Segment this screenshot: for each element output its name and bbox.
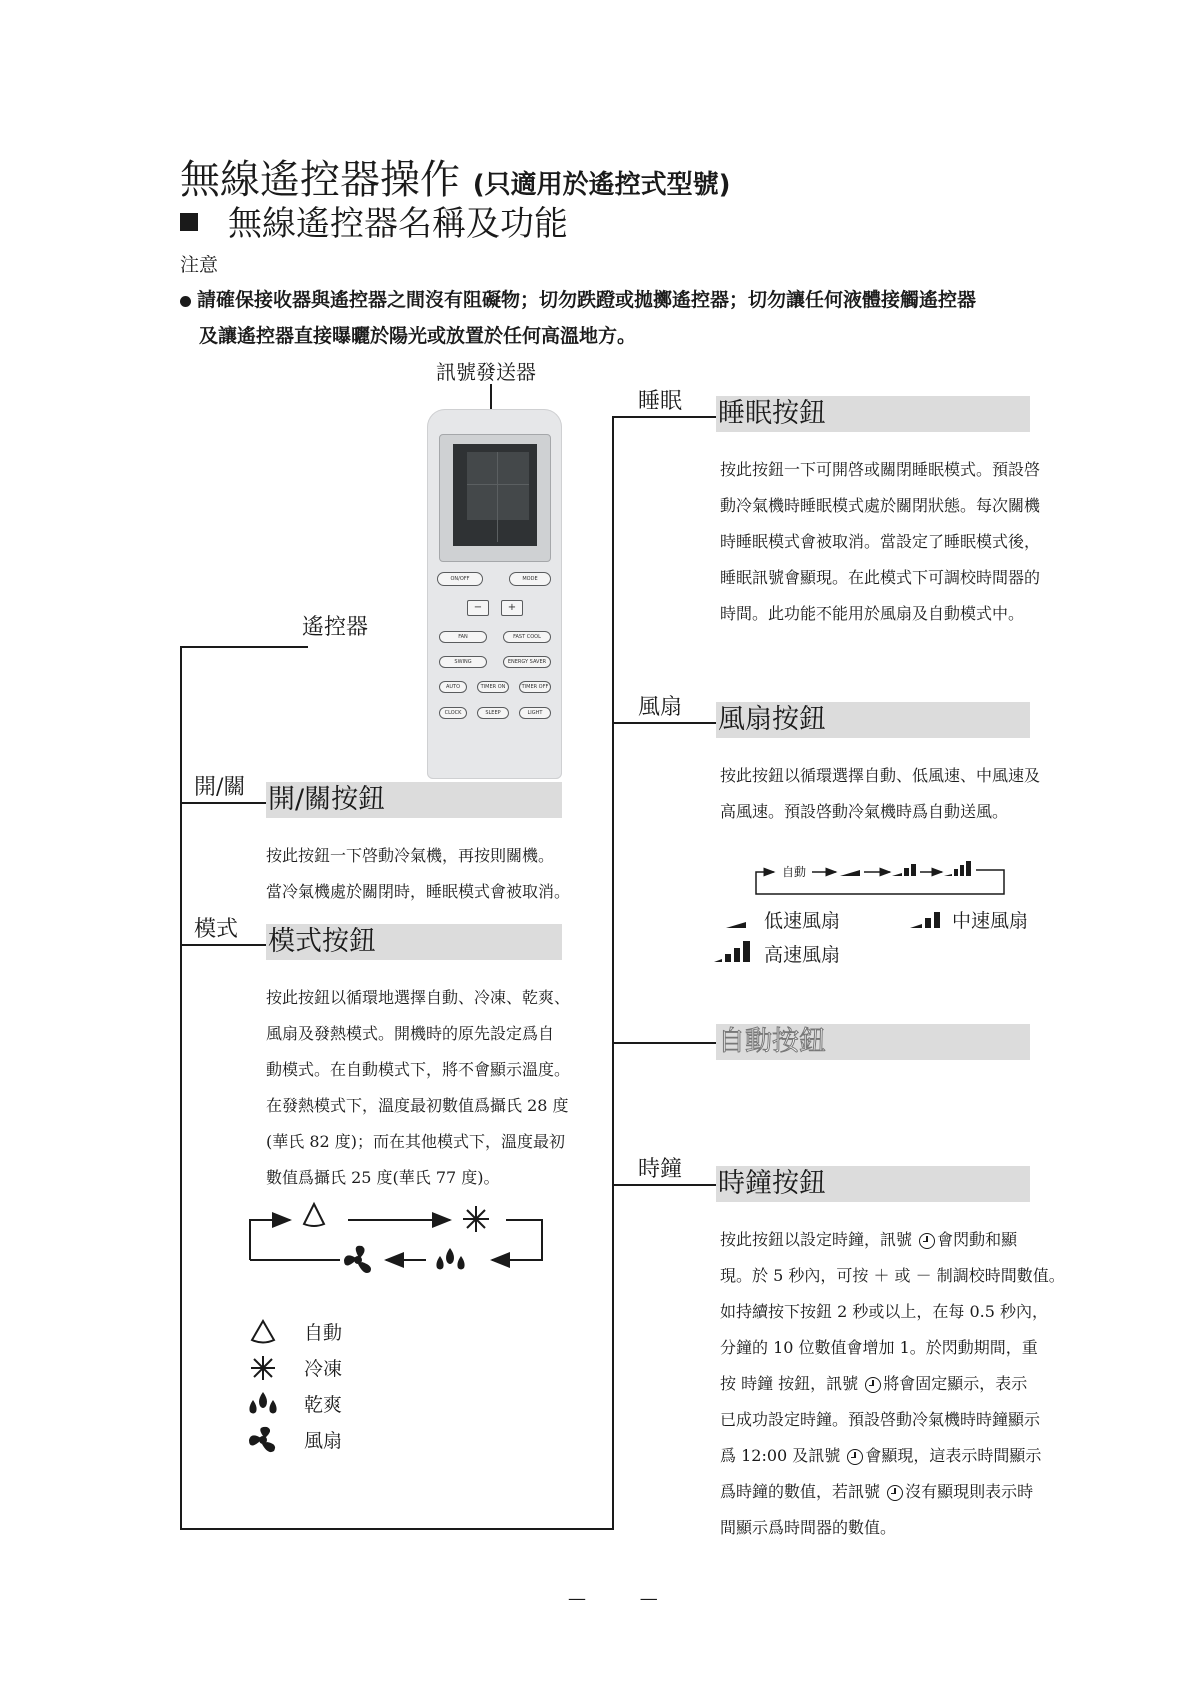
droplets-icon bbox=[248, 1390, 278, 1418]
legend-fan-label: 風扇 bbox=[304, 1430, 343, 1452]
clock-line-5a: 按 時鐘 按鈕，訊號 bbox=[720, 1374, 864, 1393]
clock-line-7b: 會顯現，這表示時間顯示 bbox=[865, 1446, 1042, 1465]
legend-dry-label: 乾爽 bbox=[304, 1394, 343, 1416]
remote-display-frame bbox=[439, 434, 551, 562]
sleep-label: 睡眠 bbox=[638, 389, 683, 414]
remote-plus-button: + bbox=[501, 600, 523, 616]
title-subtitle: (只適用於遙控式型號) bbox=[472, 170, 731, 200]
mode-line-6: 數值爲攝氏 25 度(華氏 77 度)。 bbox=[266, 1168, 500, 1187]
remote-energy-button: ENERGY SAVER bbox=[503, 656, 551, 668]
remote-mode-button: MODE bbox=[509, 572, 551, 586]
clock-signal-icon bbox=[919, 1233, 935, 1249]
clock-description bbox=[720, 1222, 1065, 1546]
section-heading bbox=[180, 196, 568, 245]
mid-speed-label: 中速風扇 bbox=[952, 910, 1029, 932]
page-footer: — — bbox=[568, 1588, 682, 1609]
remote-fan-button: FAN bbox=[439, 631, 487, 643]
mode-line-1: 按此按鈕以循環地選擇自動、冷凍、乾爽、 bbox=[266, 988, 571, 1007]
bullet-icon bbox=[180, 296, 191, 307]
clock-line-8b: 沒有顯現則表示時 bbox=[905, 1482, 1034, 1501]
clock-section-title: 時鐘按鈕 bbox=[716, 1166, 1030, 1202]
clock-line-1a: 按此按鈕以設定時鐘，訊號 bbox=[720, 1230, 918, 1249]
note-line-1: 請確保接收器與遙控器之間沒有阻礙物；切勿跌蹬或拋擲遙控器；切勿讓任何液體接觸遙控器 bbox=[197, 289, 977, 311]
fan-line-2: 高風速。預設啓動冷氣機時爲自動送風。 bbox=[720, 802, 1009, 821]
remote-light-button: LIGHT bbox=[519, 707, 551, 719]
mode-label: 模式 bbox=[194, 917, 239, 942]
mode-line-3: 動模式。在自動模式下，將不會顯示溫度。 bbox=[266, 1060, 571, 1079]
snowflake-icon bbox=[248, 1354, 278, 1382]
onoff-line-2: 當冷氣機處於關閉時，睡眠模式會被取消。 bbox=[266, 882, 571, 901]
clock-line-8 bbox=[720, 1474, 1065, 1510]
cool-mode-icon bbox=[463, 1206, 489, 1232]
high-speed-icon bbox=[944, 861, 971, 876]
mode-description bbox=[266, 980, 570, 1196]
remote-minus-button: − bbox=[467, 600, 489, 616]
clock-line-1b: 會閃動和顯 bbox=[937, 1230, 1018, 1249]
sleep-line-3: 時睡眠模式會被取消。當設定了睡眠模式後， bbox=[720, 532, 1041, 551]
auto-icon bbox=[248, 1318, 278, 1346]
clock-line-1 bbox=[720, 1222, 1065, 1258]
clock-line-9: 間顯示爲時間器的數值。 bbox=[720, 1518, 897, 1537]
onoff-description bbox=[266, 838, 570, 910]
remote-control-image bbox=[427, 409, 562, 779]
sleep-line-1: 按此按鈕一下可開啓或關閉睡眠模式。預設啓 bbox=[720, 460, 1041, 479]
auto-section-title: 自動按鈕 bbox=[716, 1024, 1030, 1060]
transmitter-label: 訊號發送器 bbox=[436, 360, 536, 384]
note-text bbox=[180, 282, 1040, 354]
clock-line-6: 已成功設定時鐘。預設啓動冷氣機時時鐘顯示 bbox=[720, 1410, 1041, 1429]
remote-onoff-button: ON/OFF bbox=[437, 572, 483, 586]
clock-signal-icon bbox=[865, 1377, 881, 1393]
sleep-section-title: 睡眠按鈕 bbox=[716, 396, 1030, 432]
low-speed-legend-icon bbox=[724, 914, 750, 930]
remote-timeron-button: TIMER ON bbox=[477, 681, 509, 693]
mode-cycle-diagram bbox=[240, 1196, 560, 1286]
fan-mode-icon bbox=[344, 1246, 371, 1273]
sleep-line-2: 動冷氣機時睡眠模式處於關閉狀態。每次關機 bbox=[720, 496, 1041, 515]
section-heading-text: 無線遙控器名稱及功能 bbox=[228, 204, 568, 244]
fan-label: 風扇 bbox=[638, 695, 683, 720]
onoff-label: 開/關 bbox=[194, 775, 246, 800]
clock-line-3: 如持續按下按鈕 2 秒或以上，在每 0.5 秒內， bbox=[720, 1302, 1048, 1321]
legend-cool-label: 冷凍 bbox=[304, 1358, 343, 1380]
clock-line-7a: 爲 12:00 及訊號 bbox=[720, 1446, 846, 1465]
mode-line-5: (華氏 82 度)；而在其他模式下，溫度最初 bbox=[266, 1132, 566, 1151]
fan-icon bbox=[248, 1426, 278, 1454]
fan-description bbox=[720, 758, 1040, 830]
mode-section-title: 模式按鈕 bbox=[266, 924, 562, 960]
square-bullet-icon bbox=[180, 213, 198, 231]
clock-line-4: 分鐘的 10 位數值會增加 1。於閃動期間，重 bbox=[720, 1338, 1038, 1357]
mode-line-4: 在發熱模式下，溫度最初數值爲攝氏 28 度 bbox=[266, 1096, 569, 1115]
auto-mode-icon bbox=[304, 1204, 324, 1226]
remote-fastcool-button: FAST COOL bbox=[503, 631, 551, 643]
mid-speed-legend-icon bbox=[908, 908, 944, 930]
remote-timeroff-button: TIMER OFF bbox=[519, 681, 551, 693]
remote-clock-button: CLOCK bbox=[439, 707, 467, 719]
remote-swing-button: SWING bbox=[439, 656, 487, 668]
high-speed-label: 高速風扇 bbox=[764, 944, 841, 966]
clock-line-2: 現。於 5 秒內，可按 ＋ 或 － 制調校時間數值。 bbox=[720, 1266, 1065, 1285]
sleep-line-4: 睡眠訊號會顯現。在此模式下可調校時間器的 bbox=[720, 568, 1041, 587]
sleep-line-5: 時間。此功能不能用於風扇及自動模式中。 bbox=[720, 604, 1025, 623]
remote-label: 遙控器 bbox=[302, 615, 369, 640]
remote-display bbox=[453, 444, 537, 546]
mode-line-2: 風扇及發熱模式。開機時的原先設定爲自 bbox=[266, 1024, 555, 1043]
high-speed-legend-icon bbox=[712, 938, 756, 964]
clock-label: 時鐘 bbox=[638, 1157, 683, 1182]
low-speed-label: 低速風扇 bbox=[764, 910, 841, 932]
fan-section-title: 風扇按鈕 bbox=[716, 702, 1030, 738]
title-main-text: 無線遙控器操作 bbox=[180, 157, 460, 203]
clock-signal-icon bbox=[887, 1485, 903, 1501]
mid-speed-icon bbox=[892, 864, 916, 876]
onoff-section-title: 開/關按鈕 bbox=[266, 782, 562, 818]
clock-line-8a: 爲時鐘的數值，若訊號 bbox=[720, 1482, 886, 1501]
clock-line-5b: 將會固定顯示，表示 bbox=[883, 1374, 1028, 1393]
remote-sleep-button: SLEEP bbox=[477, 707, 509, 719]
fan-cycle-auto-label: 自動 bbox=[782, 865, 807, 879]
note-label: 注意 bbox=[180, 254, 219, 276]
remote-auto-button: AUTO bbox=[439, 681, 467, 693]
sleep-description bbox=[720, 452, 1040, 632]
low-speed-icon bbox=[840, 870, 860, 876]
note-line-2: 及讓遙控器直接曝曬於陽光或放置於任何高溫地方。 bbox=[199, 325, 637, 347]
dry-mode-icon bbox=[436, 1248, 464, 1270]
clock-line-5 bbox=[720, 1366, 1065, 1402]
onoff-line-1: 按此按鈕一下啓動冷氣機，再按則關機。 bbox=[266, 846, 555, 865]
clock-line-7 bbox=[720, 1438, 1065, 1474]
fan-line-1: 按此按鈕以循環選擇自動、低風速、中風速及 bbox=[720, 766, 1041, 785]
clock-signal-icon bbox=[847, 1449, 863, 1465]
legend-auto-label: 自動 bbox=[304, 1322, 343, 1344]
